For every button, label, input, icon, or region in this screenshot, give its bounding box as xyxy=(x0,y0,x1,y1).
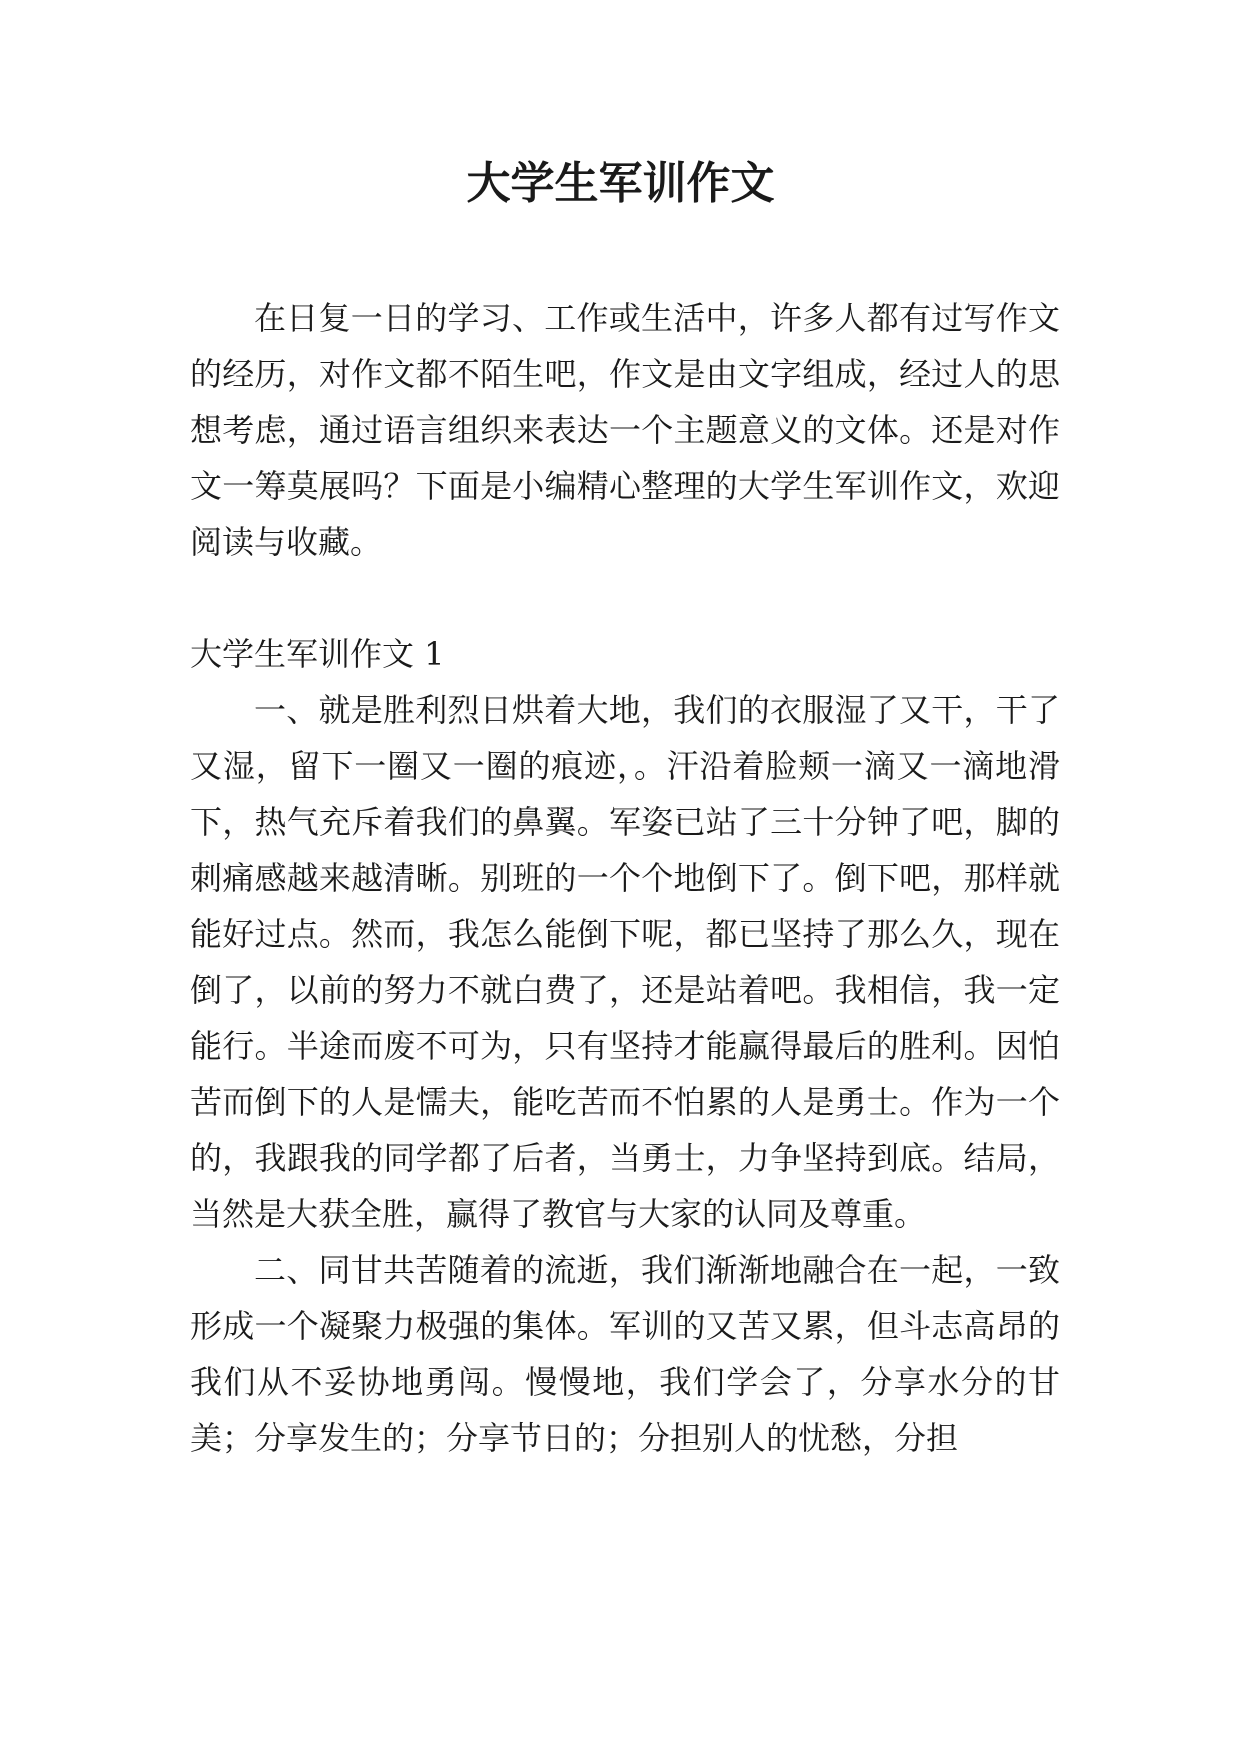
section-heading: 大学生军训作文 1 xyxy=(190,635,445,673)
document-title: 大学生军训作文 xyxy=(466,158,775,209)
intro-paragraph: 在日复一日的学习、工作或生活中，许多人都有过写作文的经历，对作文都不陌生吧，作文是由文字组成，经过人的思想考虑，通过语言组织来表达一个主题意义的文体。还是对作文一筹莫展吗？下面是小编精心整理的大学生军训作文，欢迎阅读与收藏。 xyxy=(190,299,1060,561)
document-body xyxy=(190,290,1060,1466)
body-paragraph-1: 一、就是胜利烈日烘着大地，我们的衣服湿了又干，干了又湿，留下一圈又一圈的痕迹，。汗沿着脸颊一滴又一滴地滑下，热气充斥着我们的鼻翼。军姿已站了三十分钟了吧，脚的刺痛感越来越清晰。别班的一个个地倒下了。倒下吧，那样就能好过点。然而，我怎么能倒下呢，都已坚持了那么久，现在倒了，以前的努力不就白费了，还是站着吧。我相信，我一定能行。半途而废不可为，只有坚持才能赢得最后的胜利。因怕苦而倒下的人是懦夫，能吃苦而不怕累的人是勇士。作为一个的，我跟我的同学都了后者，当勇士，力争坚持到底。结局，当然是大获全胜，赢得了教官与大家的认同及尊重。 xyxy=(190,691,1060,1233)
body-paragraph-2: 二、同甘共苦随着的流逝，我们渐渐地融合在一起，一致形成一个凝聚力极强的集体。军训的又苦又累，但斗志高昂的我们从不妥协地勇闯。慢慢地，我们学会了，分享水分的甘美；分享发生的；分享节日的；分担别人的忧愁，分担 xyxy=(190,1251,1060,1457)
